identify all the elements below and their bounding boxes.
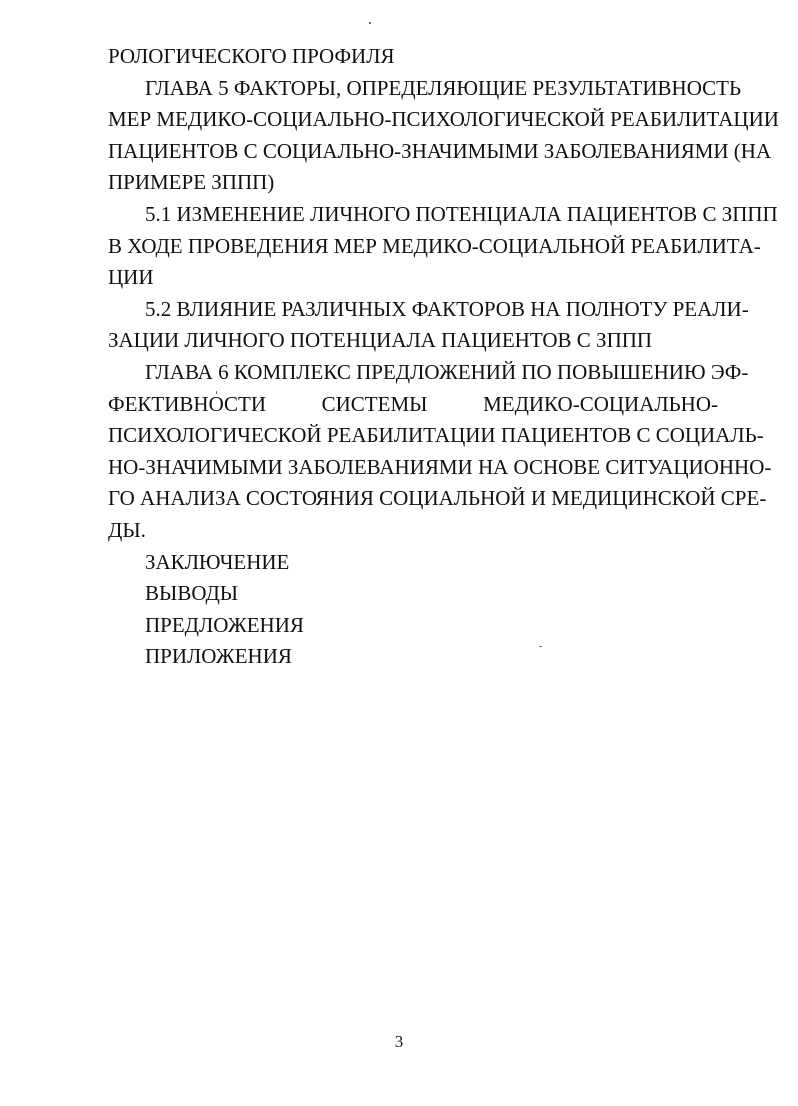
- toc-line: ПРИМЕРЕ ЗППП): [108, 170, 275, 195]
- toc-line: ФЕКТИВНОСТИ СИСТЕМЫ МЕДИКО-СОЦИАЛЬНО-: [108, 391, 718, 416]
- toc-entry-appendices: [108, 641, 718, 673]
- toc-line: ВЫВОДЫ: [145, 581, 239, 606]
- toc-line: В ХОДЕ ПРОВЕДЕНИЯ МЕР МЕДИКО-СОЦИАЛЬНОЙ РЕАБИЛИТА-: [108, 233, 761, 258]
- toc-line: ЗАЦИИ ЛИЧНОГО ПОТЕНЦИАЛА ПАЦИЕНТОВ С ЗППП: [108, 328, 653, 353]
- toc-entry-section-5-2: [108, 294, 749, 357]
- toc-entry-chapter-6: [108, 357, 772, 547]
- toc-entry-conclusion: [108, 547, 718, 579]
- toc-line: ГЛАВА 6 КОМПЛЕКС ПРЕДЛОЖЕНИЙ ПО ПОВЫШЕНИЮ ЭФ-: [145, 359, 749, 384]
- toc-line: ПРИЛОЖЕНИЯ: [145, 644, 292, 669]
- toc-line: РОЛОГИЧЕСКОГО ПРОФИЛЯ: [108, 44, 395, 68]
- toc-line: ЦИИ: [108, 265, 154, 290]
- toc-entry-chapter-5: [108, 73, 779, 199]
- toc-line: ЗАКЛЮЧЕНИЕ: [145, 549, 290, 574]
- toc-line: ГЛАВА 5 ФАКТОРЫ, ОПРЕДЕЛЯЮЩИЕ РЕЗУЛЬТАТИВНОСТЬ: [145, 75, 742, 100]
- toc-line: МЕР МЕДИКО-СОЦИАЛЬНО-ПСИХОЛОГИЧЕСКОЙ РЕАБИЛИТАЦИИ: [108, 107, 779, 132]
- toc-line: 5.1 ИЗМЕНЕНИЕ ЛИЧНОГО ПОТЕНЦИАЛА ПАЦИЕНТОВ С ЗППП: [145, 201, 778, 226]
- toc-entry-findings: [108, 578, 718, 610]
- toc-line: ДЫ.: [108, 517, 146, 542]
- toc-line: ПСИХОЛОГИЧЕСКОЙ РЕАБИЛИТАЦИИ ПАЦИЕНТОВ С СОЦИАЛЬ-: [108, 423, 764, 448]
- toc-line: ГО АНАЛИЗА СОСТОЯНИЯ СОЦИАЛЬНОЙ И МЕДИЦИНСКОЙ СРЕ-: [108, 486, 767, 511]
- toc-entry-profile-continuation: [108, 41, 718, 73]
- toc-line: 5.2 ВЛИЯНИЕ РАЗЛИЧНЫХ ФАКТОРОВ НА ПОЛНОТУ РЕАЛИ-: [145, 296, 749, 321]
- page-number: 3: [394, 1032, 404, 1051]
- toc-entry-proposals: [108, 610, 718, 642]
- toc-line: ПРЕДЛОЖЕНИЯ: [145, 612, 304, 637]
- scan-speck: [369, 22, 371, 24]
- table-of-contents: [108, 41, 779, 673]
- toc-line: ПАЦИЕНТОВ С СОЦИАЛЬНО-ЗНАЧИМЫМИ ЗАБОЛЕВАНИЯМИ (НА: [108, 138, 772, 163]
- toc-entry-section-5-1: [108, 199, 778, 294]
- toc-line: НО-ЗНАЧИМЫМИ ЗАБОЛЕВАНИЯМИ НА ОСНОВЕ СИТУАЦИОННО-: [108, 454, 772, 479]
